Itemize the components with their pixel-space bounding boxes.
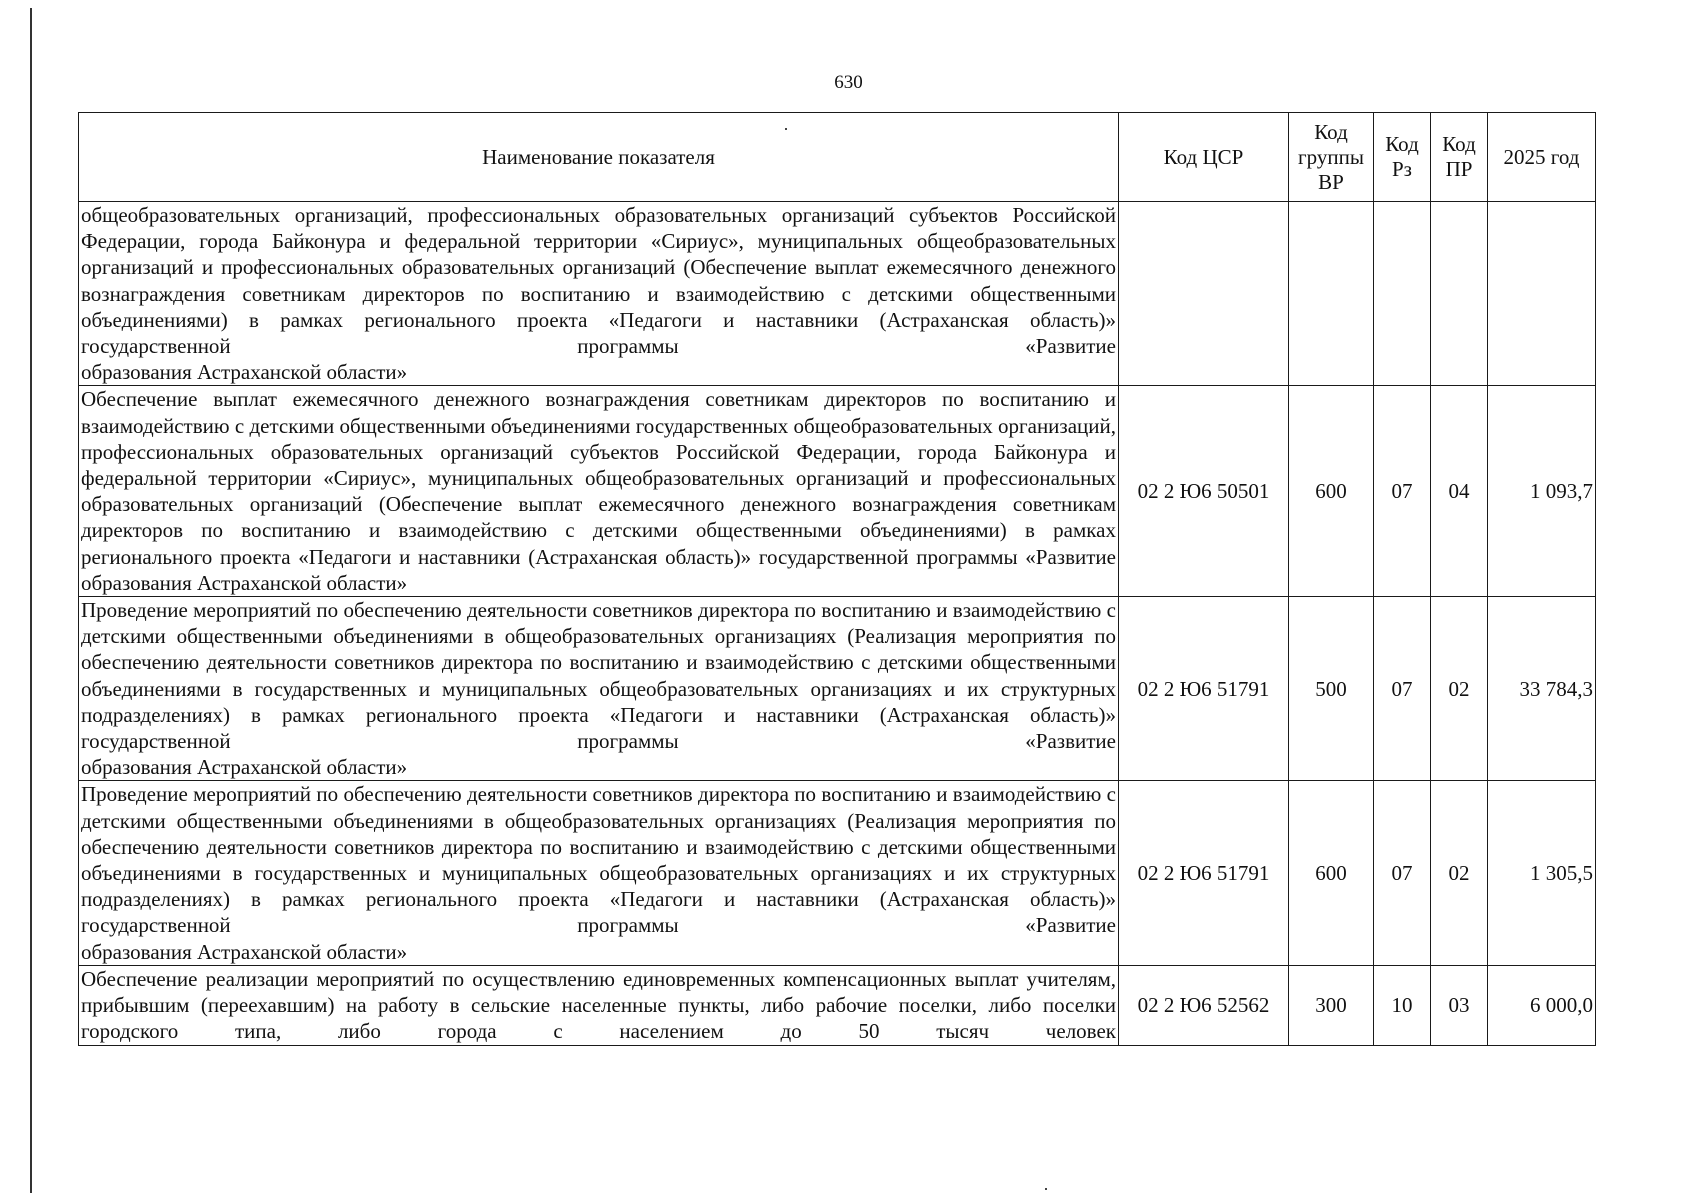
row-description-text: Проведение мероприятий по обеспечению деятельности советников директора по воспитанию и взаимодействию с детскими общественными объединениями в общеобразовательных организациях (Реализация мероприятия по обеспечению деятельности советников директора по воспитанию и взаимодействию с детскими общественными объединениями в государственных и муниципальных общеобразовательных организациях и их структурных подразделениях) в рамках регионального проекта «Педагоги и наставники (Астраханская область)» государственной программы «Развитие bbox=[81, 782, 1116, 938]
row-amount bbox=[1488, 202, 1596, 386]
row-vr: 300 bbox=[1289, 965, 1374, 1045]
row-amount: 33 784,3 bbox=[1488, 597, 1596, 781]
row-csr bbox=[1119, 202, 1289, 386]
row-description-last-line: образования Астраханской области» bbox=[81, 755, 408, 780]
row-csr: 02 2 Ю6 50501 bbox=[1119, 386, 1289, 597]
header-pr: Код ПР bbox=[1431, 113, 1488, 202]
row-rz: 07 bbox=[1374, 386, 1431, 597]
row-description-last-line: образования Астраханской области» bbox=[81, 939, 408, 964]
row-vr: 600 bbox=[1289, 781, 1374, 965]
table-row bbox=[79, 202, 1596, 386]
row-csr: 02 2 Ю6 51791 bbox=[1119, 781, 1289, 965]
row-vr bbox=[1289, 202, 1374, 386]
row-rz: 07 bbox=[1374, 781, 1431, 965]
row-csr: 02 2 Ю6 52562 bbox=[1119, 965, 1289, 1045]
table-row bbox=[79, 965, 1596, 1045]
row-amount: 6 000,0 bbox=[1488, 965, 1596, 1045]
row-rz bbox=[1374, 202, 1431, 386]
row-pr: 04 bbox=[1431, 386, 1488, 597]
row-description bbox=[79, 965, 1119, 1045]
row-amount: 1 305,5 bbox=[1488, 781, 1596, 965]
table-header-row bbox=[79, 113, 1596, 202]
table-row bbox=[79, 386, 1596, 597]
row-description-last-line: образования Астраханской области» bbox=[81, 360, 408, 385]
row-description-last-line: образования Астраханской области» bbox=[81, 570, 408, 595]
header-rz: Код Рз bbox=[1374, 113, 1431, 202]
row-pr: 02 bbox=[1431, 781, 1488, 965]
budget-table bbox=[78, 112, 1596, 1046]
row-pr bbox=[1431, 202, 1488, 386]
scan-edge-line bbox=[30, 8, 32, 1193]
header-vr: Код группы ВР bbox=[1289, 113, 1374, 202]
row-description-text: общеобразовательных организаций, профессиональных образовательных организаций субъектов Российской Федерации, города Байконура и федеральной территории «Сириус», муниципальных общеобразовательных организаций и профессиональных образовательных организаций (Обеспечение выплат ежемесячного денежного вознаграждения советникам директоров по воспитанию и взаимодействию с детскими общественными объединениями) в рамках регионального проекта «Педагоги и наставники (Астраханская область)» государственной программы «Развитие bbox=[81, 203, 1116, 359]
table-row bbox=[79, 781, 1596, 965]
scan-speck bbox=[1045, 1188, 1047, 1190]
header-csr: Код ЦСР bbox=[1119, 113, 1289, 202]
row-pr: 03 bbox=[1431, 965, 1488, 1045]
row-description-text: Обеспечение реализации мероприятий по осуществлению единовременных компенсационных выплат учителям, прибывшим (переехавшим) на работу в сельские населенные пункты, либо рабочие поселки, либо поселки городского типа, либо города с населением до 50 тысяч человек bbox=[81, 966, 1116, 1044]
page-number: 630 bbox=[834, 72, 863, 93]
row-vr: 500 bbox=[1289, 597, 1374, 781]
row-description bbox=[79, 781, 1119, 965]
header-year: 2025 год bbox=[1488, 113, 1596, 202]
row-description bbox=[79, 597, 1119, 781]
table-row bbox=[79, 597, 1596, 781]
row-vr: 600 bbox=[1289, 386, 1374, 597]
row-pr: 02 bbox=[1431, 597, 1488, 781]
row-rz: 10 bbox=[1374, 965, 1431, 1045]
row-description bbox=[79, 386, 1119, 597]
row-description-text: Проведение мероприятий по обеспечению деятельности советников директора по воспитанию и взаимодействию с детскими общественными объединениями в общеобразовательных организациях (Реализация мероприятия по обеспечению деятельности советников директора по воспитанию и взаимодействию с детскими общественными объединениями в государственных и муниципальных общеобразовательных организациях и их структурных подразделениях) в рамках регионального проекта «Педагоги и наставники (Астраханская область)» государственной программы «Развитие bbox=[81, 598, 1116, 754]
row-amount: 1 093,7 bbox=[1488, 386, 1596, 597]
row-csr: 02 2 Ю6 51791 bbox=[1119, 597, 1289, 781]
row-description bbox=[79, 202, 1119, 386]
row-description-text: Обеспечение выплат ежемесячного денежного вознаграждения советникам директоров по воспитанию и взаимодействию с детскими общественными объединениями государственных общеобразовательных организаций, профессиональных образовательных организаций субъектов Российской Федерации, города Байконура и федеральной территории «Сириус», муниципальных общеобразовательных организаций и профессиональных образовательных организаций (Обеспечение выплат ежемесячного денежного вознаграждения советникам директоров по воспитанию и взаимодействию с детскими общественными объединениями) в рамках регионального проекта «Педагоги и наставники (Астраханская область)» государственной программы «Развитие bbox=[81, 387, 1116, 569]
row-rz: 07 bbox=[1374, 597, 1431, 781]
header-name: Наименование показателя bbox=[79, 113, 1119, 202]
